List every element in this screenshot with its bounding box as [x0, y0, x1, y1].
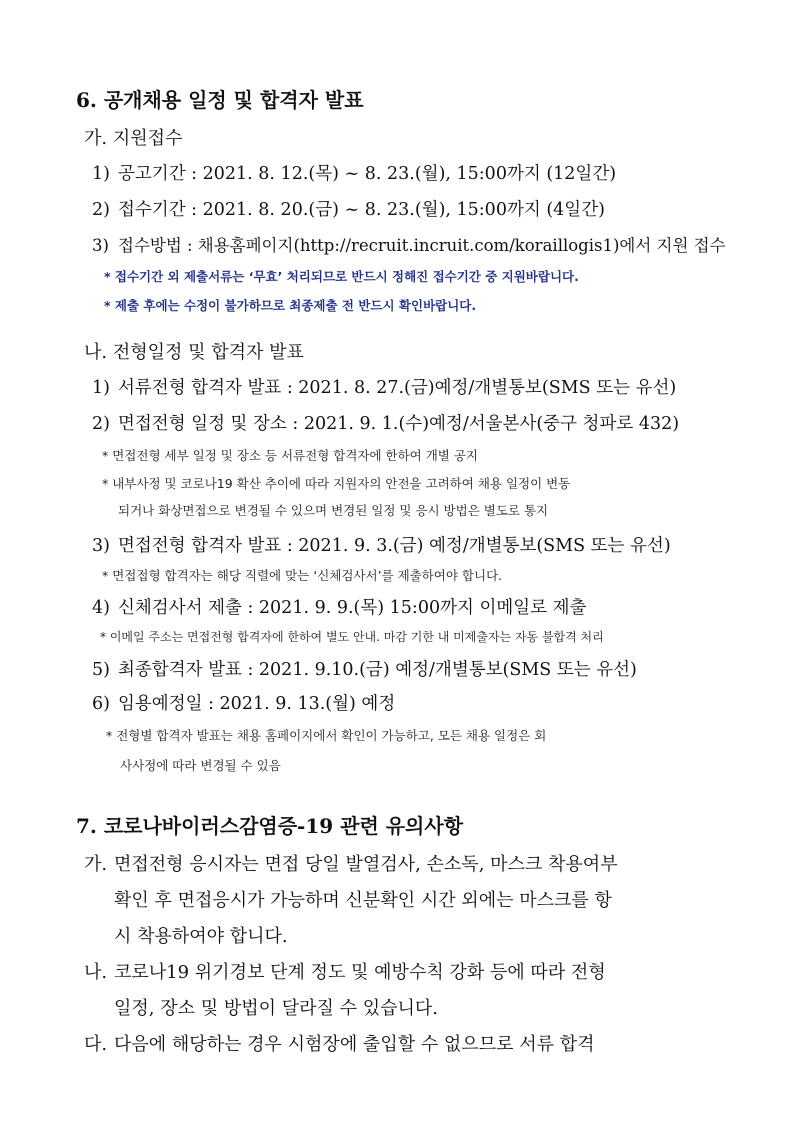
covid-item-ga-line-3: 시 착용하여야 합니다. — [114, 926, 288, 947]
subsection-ga-label: 가. 지원접수 — [84, 128, 183, 149]
item-number: 5) — [92, 660, 110, 680]
item-number: 4) — [92, 598, 110, 618]
schedule-item-na-5 — [92, 656, 637, 681]
schedule-item-na-3 — [92, 532, 671, 557]
item-number: 1) — [92, 164, 110, 184]
covid-item-na-line-2: 일정, 장소 및 방법이 달라질 수 있습니다. — [114, 998, 438, 1019]
item-marker: 다. — [84, 1034, 108, 1055]
schedule-item-1 — [92, 160, 616, 185]
covid-item-da — [84, 1030, 594, 1056]
subsection-na-label: 나. 전형일정 및 합격자 발표 — [84, 342, 304, 363]
item-text: 면접전형 합격자 발표 : 2021. 9. 3.(금) 예정/개별통보(SMS 또는 유선) — [118, 536, 671, 556]
schedule-item-na-6 — [92, 690, 395, 715]
note-interview-notice: * 면접전형 세부 일정 및 장소 등 서류전형 합격자에 한하여 개별 공지 — [102, 448, 478, 463]
item-number: 6) — [92, 694, 110, 714]
item-text: 신체검사서 제출 : 2021. 9. 9.(목) 15:00까지 이메일로 제출 — [118, 598, 587, 618]
item-number: 2) — [92, 414, 110, 434]
schedule-item-2 — [92, 196, 605, 221]
item-number: 3) — [92, 236, 109, 255]
item-text: 면접전형 일정 및 장소 : 2021. 9. 1.(수)예정/서울본사(중구 청파로 432) — [118, 414, 680, 434]
schedule-item-3 — [92, 232, 726, 256]
item-text: 임용예정일 : 2021. 9. 13.(월) 예정 — [118, 694, 396, 714]
item-number: 3) — [92, 536, 110, 556]
covid-item-ga-line-2: 확인 후 면접응시가 가능하며 신분확인 시간 외에는 마스크를 항 — [114, 890, 612, 911]
covid-item-ga — [84, 850, 618, 876]
item-marker: 나. — [84, 962, 108, 983]
item-text: 공고기간 : 2021. 8. 12.(목) ~ 8. 23.(월), 15:00까지 (12일간) — [118, 164, 617, 184]
item-text: 접수방법 : 채용홈페이지(http://recruit.incruit.com/koraillogis1)에서 지원 접수 — [118, 236, 726, 255]
schedule-item-na-1 — [92, 374, 676, 399]
item-text: 코로나19 위기경보 단계 정도 및 예방수칙 강화 등에 따라 전형 — [114, 962, 606, 983]
item-text: 서류전형 합격자 발표 : 2021. 8. 27.(금)예정/개별통보(SMS 또는 유선) — [118, 378, 677, 398]
note-schedule-change-1: * 전형별 합격자 발표는 채용 홈페이지에서 확인이 가능하고, 모든 채용 일정은 회 — [106, 728, 547, 743]
item-text: 접수기간 : 2021. 8. 20.(금) ~ 8. 23.(월), 15:00까지 (4일간) — [118, 200, 605, 220]
note-covid-change-1: * 내부사정 및 코로나19 확산 추이에 따라 지원자의 안전을 고려하여 채용 일정이 변동 — [102, 476, 571, 491]
item-number: 1) — [92, 378, 110, 398]
note-covid-change-2: 되거나 화상면접으로 변경될 수 있으며 변경된 일정 및 응시 방법은 별도로 통지 — [118, 503, 549, 518]
warning-note-2: * 제출 후에는 수정이 불가하므로 최종제출 전 반드시 확인바랍니다. — [104, 298, 477, 313]
item-text: 최종합격자 발표 : 2021. 9.10.(금) 예정/개별통보(SMS 또는 유선) — [118, 660, 637, 680]
covid-item-na — [84, 958, 606, 984]
note-health-certificate: * 면접접형 합격자는 해당 직렬에 맞는 ‘신체검사서’를 제출하여야 합니다. — [102, 568, 503, 583]
schedule-item-na-2 — [92, 410, 679, 435]
item-number: 2) — [92, 200, 110, 220]
item-marker: 가. — [84, 854, 108, 875]
item-text: 다음에 해당하는 경우 시험장에 출입할 수 없으므로 서류 합격 — [114, 1034, 595, 1055]
item-text: 면접전형 응시자는 면접 당일 발열검사, 손소독, 마스크 착용여부 — [114, 854, 618, 875]
section-6-title: 6. 공개채용 일정 및 합격자 발표 — [76, 88, 364, 112]
section-7-title: 7. 코로나바이러스감염증-19 관련 유의사항 — [76, 814, 464, 838]
note-schedule-change-2: 사사정에 따라 변경될 수 있음 — [120, 758, 281, 773]
note-email: * 이메일 주소는 면접전형 합격자에 한하여 별도 안내. 마감 기한 내 미제출자는 자동 불합격 처리 — [100, 630, 604, 644]
warning-note-1: * 접수기간 외 제출서류는 ‘무효’ 처리되므로 반드시 정해진 접수기간 중 지원바랍니다. — [104, 269, 579, 284]
schedule-item-na-4 — [92, 594, 586, 619]
